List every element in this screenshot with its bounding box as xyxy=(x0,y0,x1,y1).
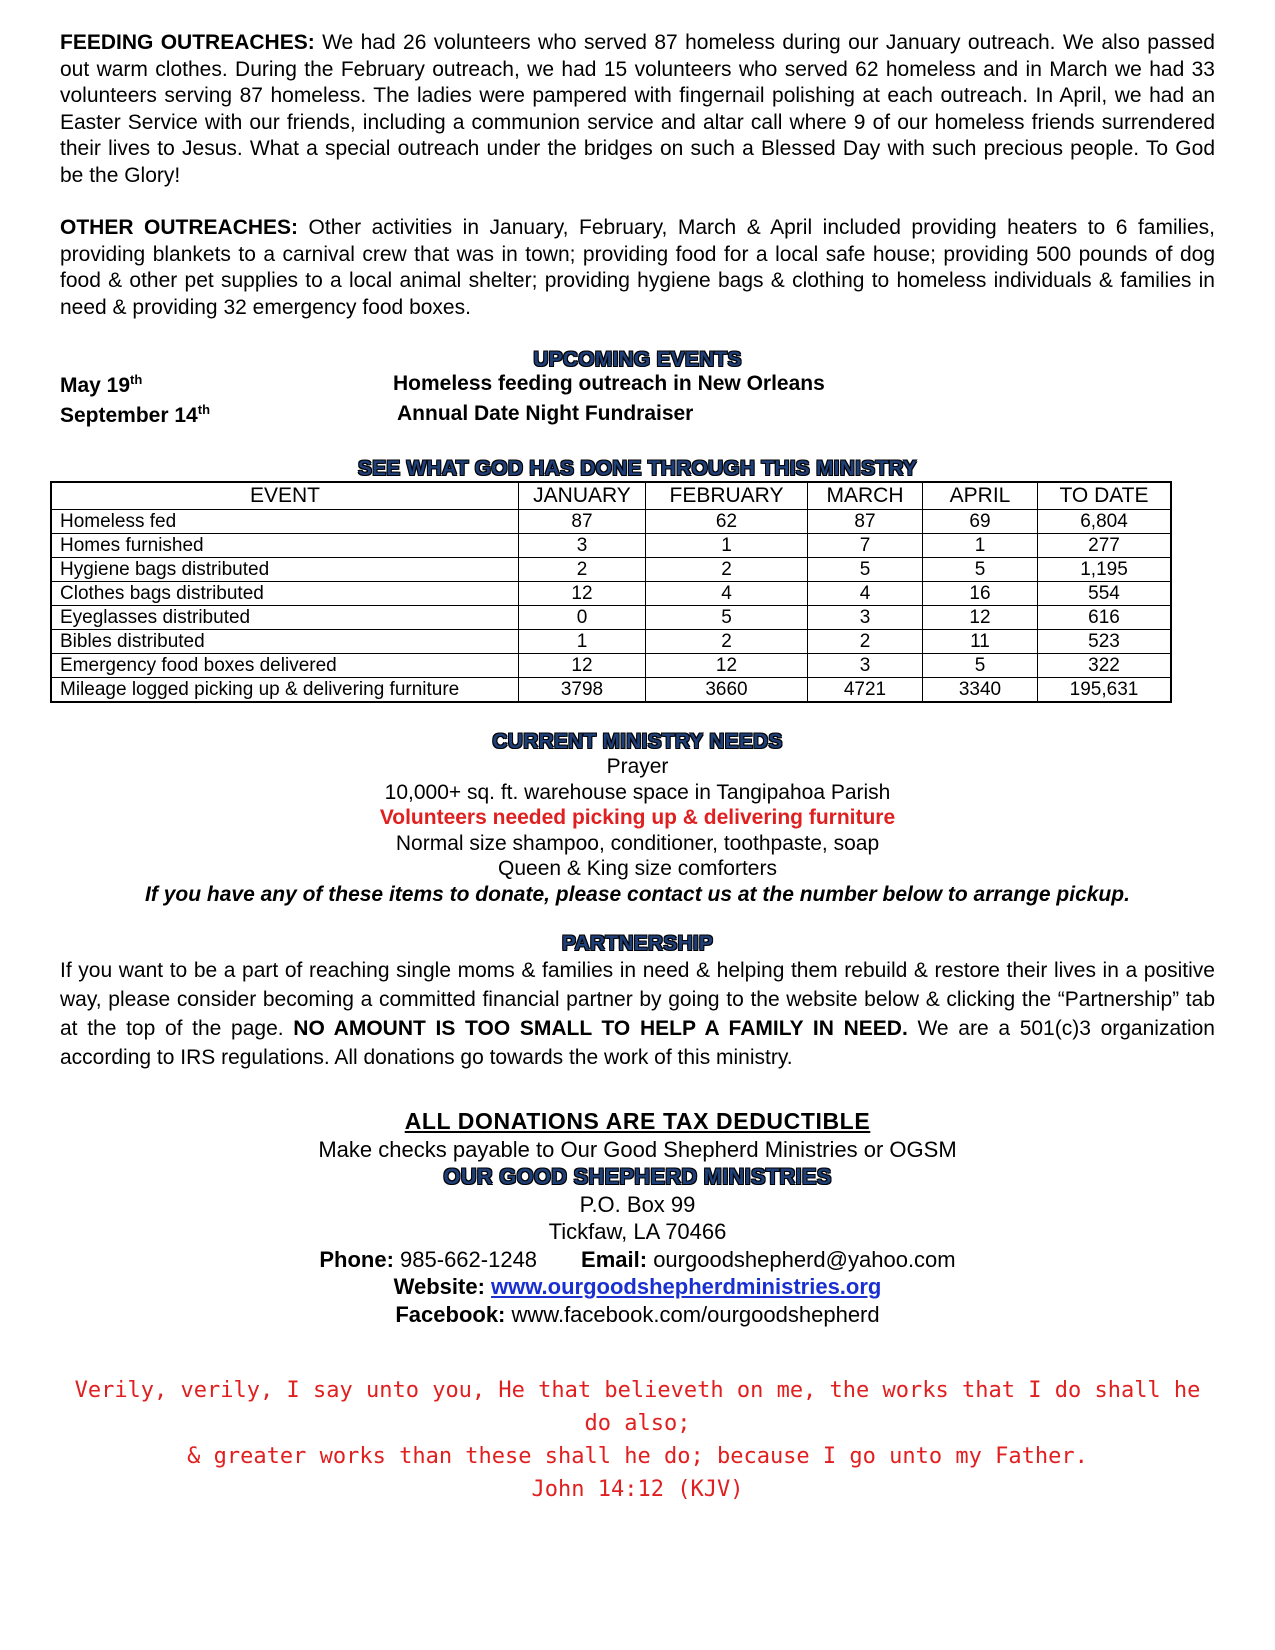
row-value-cell: 87 xyxy=(519,510,646,534)
event-date: May 19th xyxy=(60,372,143,397)
row-event-cell: Homeless fed xyxy=(51,510,519,534)
event-row xyxy=(60,372,1215,402)
need-item: 10,000+ sq. ft. warehouse space in Tangipahoa Parish xyxy=(384,780,891,804)
row-value-cell: 12 xyxy=(519,582,646,606)
row-value-cell: 1 xyxy=(923,534,1038,558)
verse-line-2: & greater works than these shall he do; because I go unto my Father. xyxy=(187,1444,1088,1469)
phone-number: 985-662-1248 xyxy=(393,1246,538,1272)
website-link[interactable]: www.ourgoodshepherdministries.org xyxy=(491,1274,882,1299)
row-value-cell: 3 xyxy=(808,654,923,678)
row-event-cell: Homes furnished xyxy=(51,534,519,558)
row-value-cell: 277 xyxy=(1038,534,1172,558)
facebook-url: www.facebook.com/ourgoodshepherd xyxy=(505,1301,880,1327)
table-row xyxy=(51,606,1171,630)
partnership-text: If you want to be a part of reaching single moms & families in need & helping them rebuild & restore their lives in a positive way, please consider becoming a committed financial partner by going to the website below & clicking the “Partnership” tab at the top of the page. xyxy=(60,959,1215,1040)
row-value-cell: 12 xyxy=(923,606,1038,630)
facebook-line xyxy=(60,1301,1215,1329)
row-value-cell: 554 xyxy=(1038,582,1172,606)
event-row xyxy=(60,402,1215,432)
row-value-cell: 6,804 xyxy=(1038,510,1172,534)
row-value-cell: 1,195 xyxy=(1038,558,1172,582)
scripture-verse xyxy=(60,1374,1215,1506)
row-value-cell: 16 xyxy=(923,582,1038,606)
donate-items-note: If you have any of these items to donate, please contact us at the number below to arrange pickup. xyxy=(145,882,1130,906)
table-row xyxy=(51,630,1171,654)
event-name: Annual Date Night Fundraiser xyxy=(397,402,694,425)
need-item: Queen & King size comforters xyxy=(498,857,777,880)
row-value-cell: 616 xyxy=(1038,606,1172,630)
need-item-highlight: Volunteers needed picking up & delivering furniture xyxy=(379,806,896,829)
row-value-cell: 3660 xyxy=(646,678,808,703)
ministry-needs-list xyxy=(60,754,1215,907)
address-line-2: Tickfaw, LA 70466 xyxy=(548,1219,727,1244)
row-value-cell: 12 xyxy=(646,654,808,678)
need-item: Prayer xyxy=(606,755,669,778)
table-row xyxy=(51,582,1171,606)
row-value-cell: 1 xyxy=(646,534,808,558)
row-value-cell: 11 xyxy=(923,630,1038,654)
feeding-outreaches-label: FEEDING OUTREACHES: xyxy=(60,31,315,54)
row-value-cell: 62 xyxy=(646,510,808,534)
table-row xyxy=(51,654,1171,678)
row-value-cell: 5 xyxy=(808,558,923,582)
col-header-to-date: TO DATE xyxy=(1038,482,1172,510)
row-value-cell: 0 xyxy=(519,606,646,630)
row-value-cell: 12 xyxy=(519,654,646,678)
table-row xyxy=(51,510,1171,534)
upcoming-events-list xyxy=(60,372,1215,432)
row-value-cell: 69 xyxy=(923,510,1038,534)
partnership-paragraph xyxy=(60,956,1215,1072)
newsletter-page xyxy=(60,30,1215,1506)
col-header-january: JANUARY xyxy=(519,482,646,510)
row-event-cell: Bibles distributed xyxy=(51,630,519,654)
email-address: ourgoodshepherd@yahoo.com xyxy=(647,1246,956,1272)
ministry-needs-title: CURRENT MINISTRY NEEDS xyxy=(492,730,783,753)
feeding-outreaches-text: We had 26 volunteers who served 87 homeless during our January outreach. We also passed out warm clothes. During the February outreach, we had 15 volunteers who served 62 homeless and in March we had 33 volunteers serving 87 homeless. The ladies were pampered with fingernail polishing at each outreach. In April, we had an Easter Service with our friends, including a communion service and altar call where 9 of our homeless friends surrendered their lives to Jesus. What a special outreach under the bridges on such a Blessed Day with such precious people. To God be the Glory! xyxy=(60,31,1215,187)
table-row xyxy=(51,534,1171,558)
other-outreaches-text: Other activities in January, February, March & April included providing heaters to 6 families, providing blankets to a carnival crew that was in town; providing food for a local safe house; providing 500 pounds of dog food & other pet supplies to a local animal shelter; providing hygiene bags & clothing to homeless individuals & families in need & providing 32 emergency food boxes. xyxy=(60,216,1215,319)
table-header-row xyxy=(51,482,1171,510)
partnership-title: PARTNERSHIP xyxy=(561,932,714,955)
row-value-cell: 3340 xyxy=(923,678,1038,703)
email-label: Email: xyxy=(581,1246,648,1272)
row-value-cell: 2 xyxy=(519,558,646,582)
partnership-emphasis: NO AMOUNT IS TOO SMALL TO HELP A FAMILY IN NEED. xyxy=(293,1017,908,1040)
ministry-stats-table xyxy=(50,481,1172,703)
row-event-cell: Clothes bags distributed xyxy=(51,582,519,606)
event-date: September 14th xyxy=(60,402,211,427)
row-value-cell: 4 xyxy=(646,582,808,606)
row-value-cell: 2 xyxy=(646,630,808,654)
row-event-cell: Eyeglasses distributed xyxy=(51,606,519,630)
other-outreaches-label: OTHER OUTREACHES: xyxy=(60,216,299,239)
row-event-cell: Mileage logged picking up & delivering furniture xyxy=(51,678,519,703)
row-value-cell: 322 xyxy=(1038,654,1172,678)
col-header-march: MARCH xyxy=(808,482,923,510)
partnership-text-end: We are a 501(c)3 organization according to IRS regulations. All donations go towards the work of this ministry. xyxy=(60,1017,1215,1069)
row-value-cell: 5 xyxy=(923,558,1038,582)
tax-deductible-heading: ALL DONATIONS ARE TAX DEDUCTIBLE xyxy=(404,1108,871,1134)
checks-payable-line: Make checks payable to Our Good Shepherd Ministries or OGSM xyxy=(318,1136,957,1162)
row-event-cell: Emergency food boxes delivered xyxy=(51,654,519,678)
verse-reference: John 14:12 (KJV) xyxy=(531,1477,744,1502)
org-name: OUR GOOD SHEPHERD MINISTRIES xyxy=(443,1164,832,1189)
row-value-cell: 2 xyxy=(808,630,923,654)
table-row xyxy=(51,678,1171,703)
row-value-cell: 4721 xyxy=(808,678,923,703)
row-value-cell: 7 xyxy=(808,534,923,558)
table-row xyxy=(51,558,1171,582)
phone-email-line xyxy=(60,1246,1215,1274)
website-label: Website: xyxy=(393,1274,485,1299)
row-value-cell: 1 xyxy=(519,630,646,654)
event-name: Homeless feeding outreach in New Orleans xyxy=(393,372,825,395)
row-value-cell: 5 xyxy=(646,606,808,630)
row-value-cell: 3 xyxy=(519,534,646,558)
donation-contact-block xyxy=(60,1108,1215,1328)
col-header-event: EVENT xyxy=(51,482,519,510)
col-header-april: APRIL xyxy=(923,482,1038,510)
row-value-cell: 523 xyxy=(1038,630,1172,654)
feeding-outreaches-paragraph xyxy=(60,30,1215,189)
verse-line-1: Verily, verily, I say unto you, He that believeth on me, the works that I do shall he do also; xyxy=(74,1378,1201,1436)
col-header-february: FEBRUARY xyxy=(646,482,808,510)
row-value-cell: 3 xyxy=(808,606,923,630)
row-value-cell: 2 xyxy=(646,558,808,582)
row-event-cell: Hygiene bags distributed xyxy=(51,558,519,582)
need-item: Normal size shampoo, conditioner, toothpaste, soap xyxy=(395,831,880,855)
row-value-cell: 3798 xyxy=(519,678,646,703)
facebook-label: Facebook: xyxy=(395,1301,506,1327)
row-value-cell: 4 xyxy=(808,582,923,606)
row-value-cell: 87 xyxy=(808,510,923,534)
stats-table-body xyxy=(51,510,1171,703)
upcoming-events-title: UPCOMING EVENTS xyxy=(533,348,742,371)
website-line xyxy=(60,1273,1215,1301)
phone-label: Phone: xyxy=(319,1246,394,1272)
other-outreaches-paragraph xyxy=(60,215,1215,321)
row-value-cell: 195,631 xyxy=(1038,678,1172,703)
row-value-cell: 5 xyxy=(923,654,1038,678)
address-line-1: P.O. Box 99 xyxy=(579,1191,696,1217)
stats-table-title: SEE WHAT GOD HAS DONE THROUGH THIS MINISTRY xyxy=(357,457,918,480)
